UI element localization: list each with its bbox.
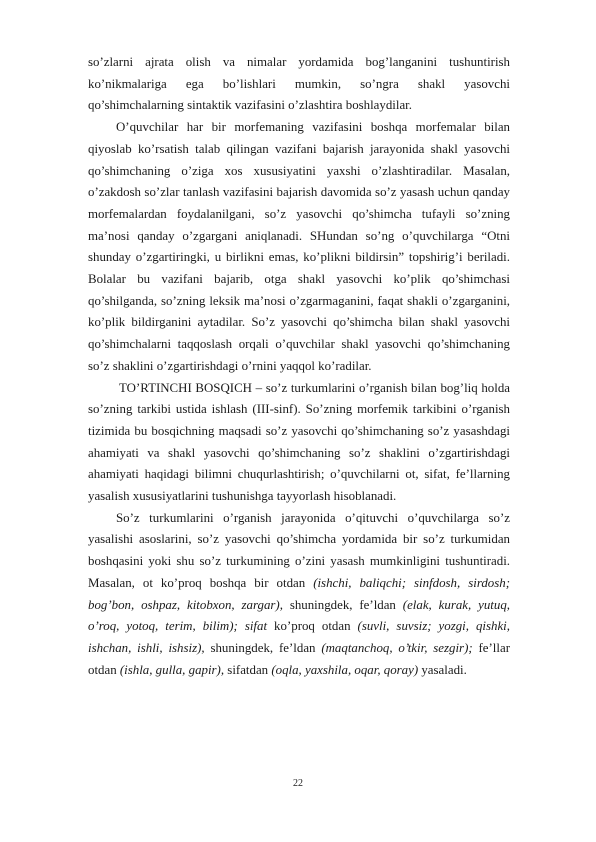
page-number: 22 xyxy=(293,778,303,789)
p4-example-4: (maqtanchoq, o’tkir, sezgir); xyxy=(321,640,473,655)
p4-example-5: (ishla, gulla, gapir), xyxy=(119,662,225,677)
p4-example-6: (oqla, yaxshila, oqar, qoray) xyxy=(271,662,419,677)
p4-text-1: So’z turkumlarini o’rganish jarayonida o’qituvchi o’quvchilarga so’z yasalishi asoslarini, so’z yasovchi qo’shimcha yordamida bir so’z turkumidan boshqasini yoki shu so’z turkumining o’zini yasash mumkinligini tushuntiradi. Masalan, ot ko’proq boshqa bir otdan xyxy=(88,510,510,590)
p4-text-7: yasaladi. xyxy=(418,662,467,677)
p4-text-6: sifatdan xyxy=(224,662,272,677)
p4-example-3: (suvli, suvsiz; yozgi, qishki, ishchan, ishli, ishsiz), xyxy=(88,619,510,655)
paragraph-2: O’quvchilar har bir morfemaning vazifasini boshqa morfemalar bilan qiyoslab ko’rsatish talab qilingan vazifani bajarish jarayonida shakl yasovchi qo’shimchaning o’ziga xos xususiyatini yaxshi o’zlashtiradilar. Masalan, o’zakdosh so’zlar tanlash vazifasini bajarish davomida so’z yasash uchun qanday morfemalardan foydalanilgani, so’z yasovchi qo’shimcha tufayli so’zning ma’nosi qanday o’zgargani aniqlanadi. SHundan so’ng o’quvchilarga “Otni shunday o’zgartiringki, u birlikni emas, ko’plikni bildirsin” topshirig’i beriladi. Bolalar bu vazifani bajarib, otga shakl yasovchi ko’plik qo’shimchasi qo’shilganda, so’zning leksik ma’nosi o’zgarmaganini, faqat shakli o’zgarganini, ko’plik bildirganini aytadilar. So’z yasovchi qo’shimcha bilan shakl yasovchi qo’shimchalarni taqqoslash orqali o’quvchilar shakl yasovchi qo’shimchaning so’z shaklini o’zgartirishdagi o’rnini yaqqol ko’radilar. xyxy=(88,120,510,373)
p4-text-4: shuningdek, fe’ldan xyxy=(204,640,322,655)
p4-text-3: ko’proq otdan xyxy=(267,619,358,634)
paragraph-1: so’zlarni ajrata olish va nimalar yordamida bog’langanini tushuntirish ko’nikmalariga ega bo’lishlari mumkin, so’ngra shakl yasovchi qo’shimchalarning sintaktik vazifasini o’zlashtira boshlaydilar. xyxy=(88,55,510,113)
p4-text-5: fe’llar otdan xyxy=(88,640,510,677)
p4-text-2: shuningdek, fe’ldan xyxy=(282,597,403,612)
body-text xyxy=(88,52,510,681)
p4-example-2: (elak, kurak, yutuq, o’roq, yotoq, terim, bilim); sifat xyxy=(88,597,510,634)
paragraph-3: TO’RTINCHI BOSQICH – so’z turkumlarini o’rganish bilan bog’liq holda so’zning tarkibi ustida ishlash (III-sinf). So’zning morfemik tarkibini o’rganish tizimida bu bosqichning maqsadi so’z yasovchi qo’shimchaning so’z yasashdagi ahamiyati va shakl yasovchi qo’shimchaning so’z shaklini o’zgartirishdagi ahamiyati haqidagi bilimni chuqurlashtirish; o’quvchilarni ot, sifat, fe’llarning yasalish xususiyatlarini tushunishga tayyorlash hisoblanadi. xyxy=(88,380,510,504)
p4-example-1: (ishchi, baliqchi; sinfdosh, sirdosh; bog’bon, oshpaz, kitobxon, zargar), xyxy=(88,575,511,612)
paragraph-4 xyxy=(88,508,510,682)
